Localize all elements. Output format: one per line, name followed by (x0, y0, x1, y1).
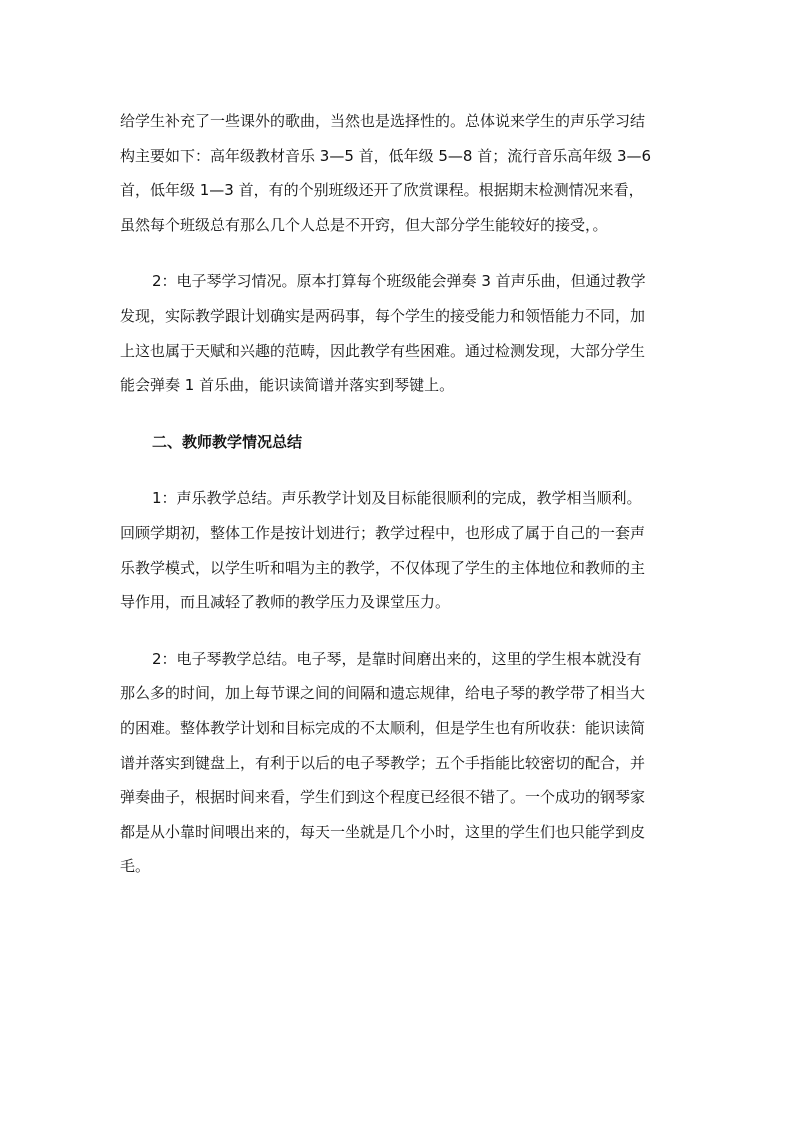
paragraph-vocal-structure (120, 104, 676, 242)
text-line: 能会弹奏 1 首乐曲，能识读简谱并落实到琴键上。 (120, 376, 455, 395)
text-line: 毛。 (120, 857, 151, 876)
heading-text: 二、教师教学情况总结 (152, 432, 303, 451)
text-line: 导作用，而且减轻了教师的教学压力及课堂压力。 (120, 593, 451, 612)
text-line: 构主要如下：高年级教材音乐 3—5 首，低年级 5—8 首；流行音乐高年级 3—6 (120, 146, 652, 165)
paragraph-vocal-teaching (120, 481, 676, 619)
paragraph-keyboard-teaching (120, 642, 676, 884)
paragraph-gap (120, 403, 676, 425)
text-line: 都是从小靠时间喂出来的，每天一坐就是几个小时，这里的学生们也只能学到皮 (120, 822, 646, 841)
text-line: 2：电子琴学习情况。原本打算每个班级能会弹奏 3 首声乐曲，但通过教学 (152, 272, 646, 291)
paragraph-keyboard-learning (120, 264, 676, 402)
paragraph-gap (120, 242, 676, 264)
text-line: 的困难。整体教学计划和目标完成的不太顺利，但是学生也有所收获：能识读简 (120, 718, 646, 737)
document-body (120, 104, 676, 884)
text-line: 回顾学期初，整体工作是按计划进行；教学过程中，也形成了属于自己的一套声 (120, 523, 646, 542)
text-line: 上这也属于天赋和兴趣的范畴，因此教学有些困难。通过检测发现，大部分学生 (120, 341, 646, 360)
paragraph-gap (120, 459, 676, 481)
text-line: 弹奏曲子，根据时间来看，学生们到这个程度已经很不错了。一个成功的钢琴家 (120, 788, 646, 807)
text-line: 虽然每个班级总有那么几个人总是不开窍，但大部分学生能较好的接受，。 (120, 215, 608, 234)
section-heading (120, 425, 676, 460)
paragraph-gap (120, 620, 676, 642)
text-line: 2：电子琴教学总结。电子琴，是靠时间磨出来的，这里的学生根本就没有 (152, 649, 642, 668)
text-line: 发现，实际教学跟计划确实是两码事，每个学生的接受能力和领悟能力不同，加 (120, 306, 646, 325)
text-line: 那么多的时间，加上每节课之间的间隔和遗忘规律，给电子琴的教学带了相当大 (120, 684, 646, 703)
text-line: 乐教学模式，以学生听和唱为主的教学，不仅体现了学生的主体地位和教师的主 (120, 558, 646, 577)
text-line: 谱并落实到键盘上，有利于以后的电子琴教学；五个手指能比较密切的配合，并 (120, 753, 646, 772)
text-line: 1：声乐教学总结。声乐教学计划及目标能很顺利的完成，教学相当顺利。 (152, 489, 642, 508)
text-line: 给学生补充了一些课外的歌曲，当然也是选择性的。总体说来学生的声乐学习结 (120, 112, 646, 130)
text-line: 首，低年级 1—3 首，有的个别班级还开了欣赏课程。根据期末检测情况来看， (120, 181, 644, 200)
